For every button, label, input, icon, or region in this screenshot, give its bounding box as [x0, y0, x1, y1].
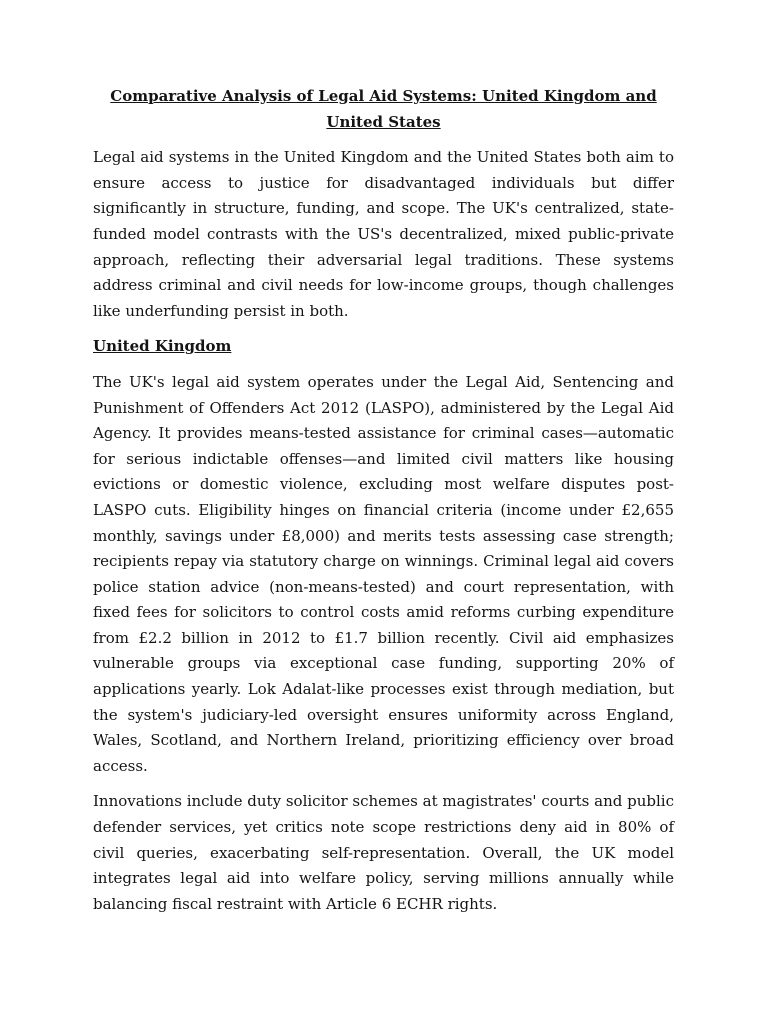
section-heading-united-kingdom: United Kingdom — [93, 337, 232, 356]
document-title: Comparative Analysis of Legal Aid Systems: United Kingdom and United States — [110, 87, 657, 131]
uk-paragraph-2: Innovations include duty solicitor schemes at magistrates' courts and public defender services, yet critics note scope restrictions deny aid in 80% of civil queries, exacerbating self-representation. Overall, the UK model integrates legal aid into welfare policy, serving millions annually while balancing fiscal restraint with Article 6 ECHR rights. — [93, 792, 674, 913]
uk-paragraph-1: The UK's legal aid system operates under the Legal Aid, Sentencing and Punishment of Offenders Act 2012 (LASPO), administered by the Legal Aid Agency. It provides means-tested assistance for criminal cases—automatic for serious indictable offenses—and limited civil matters like housing evictions or domestic violence, excluding most welfare disputes post-LASPO cuts. Eligibility hinges on financial criteria (income under £2,655 monthly, savings under £8,000) and merits tests assessing case strength; recipients repay via statutory charge on winnings. Criminal legal aid covers police station advice (non-means-tested) and court representation, with fixed fees for solicitors to control costs amid reforms curbing expenditure from £2.2 billion in 2012 to £1.7 billion recently. Civil aid emphasizes vulnerable groups via exceptional case funding, supporting 20% of applications yearly. Lok Adalat-like processes exist through mediation, but the system's judiciary-led oversight ensures uniformity across England, Wales, Scotland, and Northern Ireland, prioritizing efficiency over broad access. — [93, 372, 674, 775]
intro-paragraph: Legal aid systems in the United Kingdom and the United States both aim to ensure access to justice for disadvantaged individuals but differ significantly in structure, funding, and scope. The UK's centralized, state-funded model contrasts with the US's decentralized, mixed public-private approach, reflecting their adversarial legal traditions. These systems address criminal and civil needs for low-income groups, though challenges like underfunding persist in both. — [93, 148, 674, 320]
document-page — [93, 84, 674, 927]
